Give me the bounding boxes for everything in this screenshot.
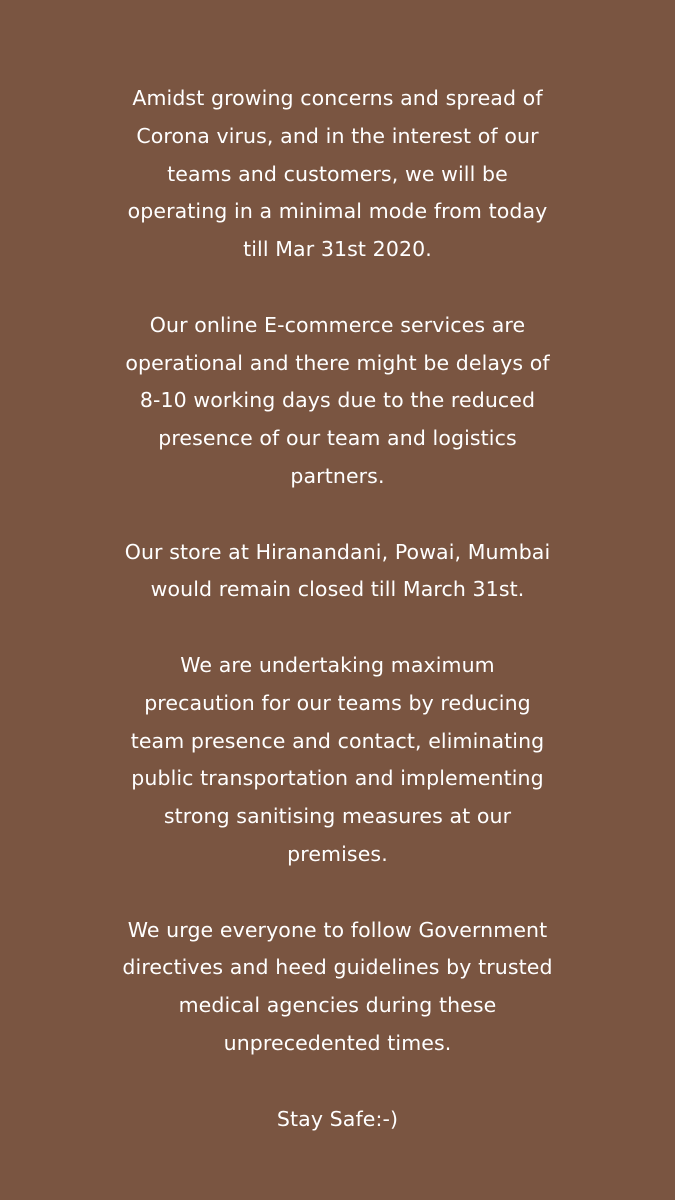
text-line: partners. (290, 463, 385, 488)
text-line: precaution for our teams by reducing (144, 690, 531, 715)
text-line: premises. (287, 841, 388, 866)
notice-body (90, 80, 585, 1138)
text-line: operational and there might be delays of (125, 350, 550, 375)
text-line: Corona virus, and in the interest of our (136, 123, 539, 148)
signoff (90, 1101, 585, 1139)
text-line: directives and heed guidelines by trusted (122, 955, 553, 980)
text-line: presence of our team and logistics (158, 426, 517, 451)
text-line: Our store at Hiranandani, Powai, Mumbai (124, 539, 551, 564)
text-line: Amidst growing concerns and spread of (132, 86, 543, 110)
paragraph-guidelines (90, 912, 585, 1063)
text-line: teams and customers, we will be (167, 161, 508, 186)
text-line: operating in a minimal mode from today (127, 199, 548, 224)
text-line: Our online E-commerce services are (149, 312, 526, 337)
text-line: till Mar 31st 2020. (243, 237, 432, 262)
text-line: team presence and contact, eliminating (130, 728, 545, 753)
text-line: unprecedented times. (223, 1030, 452, 1055)
text-line: medical agencies during these (178, 993, 497, 1018)
paragraph-store-closure (90, 534, 585, 610)
text-line: strong sanitising measures at our (163, 804, 512, 829)
text-line: 8-10 working days due to the reduced (139, 388, 536, 413)
paragraph-ecommerce (90, 307, 585, 496)
text-line: We urge everyone to follow Government (127, 917, 548, 942)
text-line: We are undertaking maximum (180, 652, 495, 677)
signoff-text: Stay Safe:-) (276, 1106, 399, 1131)
text-line: public transportation and implementing (131, 766, 544, 791)
paragraph-operating-mode (90, 80, 585, 269)
text-line: would remain closed till March 31st. (150, 577, 525, 602)
paragraph-precautions (90, 647, 585, 874)
